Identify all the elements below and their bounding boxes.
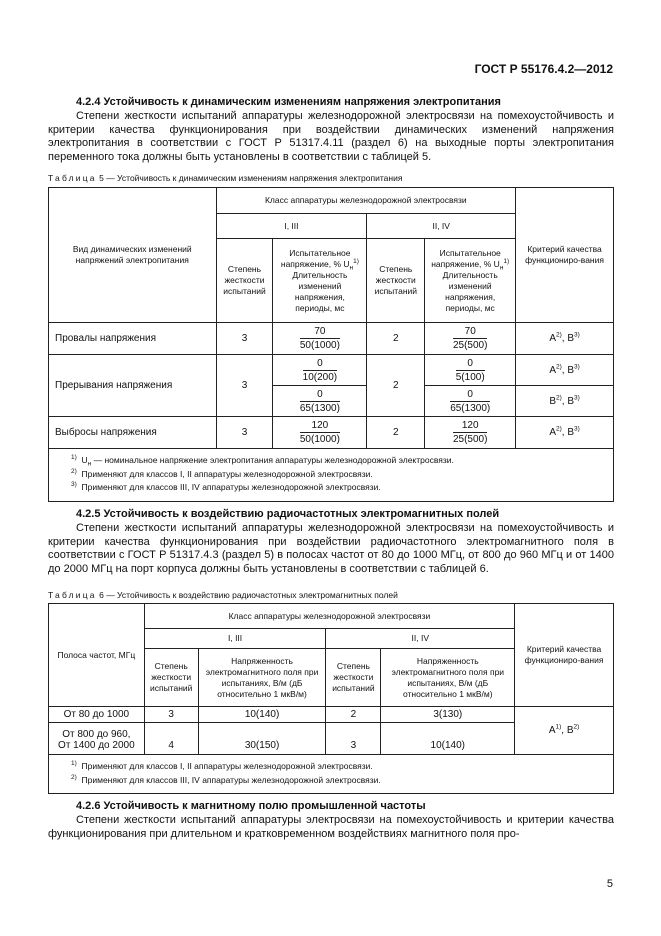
header-severity: Степень жесткости испытаний [326,649,381,707]
footnote: $^{2)}$ Применяют для классов I, II аппаратуры железнодорожной электросвязи. [71,467,373,479]
header-class: Класс аппаратуры железнодорожной электросвязи [144,604,514,629]
footnote: $^{1)}$ Применяют для классов I, II аппаратуры железнодорожной электросвязи. [71,760,373,771]
section-text: Степени жесткости испытаний аппаратуры железнодорожной электросвязи на помехоустойчивость и критерии качества функционирования при воздействии радиочастотного электромагнитного поля в соответствии с ГОСТ Р 51317.4.3 (раздел 5) в полосах частот от 80 до 1000 МГц, от 800 до 960 МГц и от 1400 до 2000 МГц на порт корпуса должны быть установлены в соответствии с таблицей 6. [48,521,614,576]
table-5 [48,187,614,502]
header-class: Класс аппаратуры железнодорожной электросвязи [216,188,516,214]
page-number: 5 [606,878,613,890]
header-criterion: Критерий качества функциониро-вания [515,604,614,707]
table-row: Выбросы напряжения 3 $\frac{120}{50(1000)}$ 2 $\frac{120}{25(500)}$ $A^{2)}$, $B^{3)}$ [49,417,614,449]
section-4-2-4 [48,96,614,165]
header-group-2: II, IV [367,214,516,239]
document-header: ГОСТ Р 55176.4.2—2012 [474,62,613,76]
section-text: Степени жесткости испытаний аппаратуры железнодорожной электросвязи на помехоустойчивость и критерии качества функционирования при воздействии динамических изменений напряжения электропитания в соответствии с ГОСТ Р 51317.4.11 (раздел 6) на выходные порты электропитания переменного тока должны быть установлены в соответствии с таблицей 5. [48,109,614,164]
header-severity: Степень жесткости испытаний [367,239,425,323]
section-4-2-6 [48,800,614,841]
table-row: Прерывания напряжения 3 $\frac{0}{10(200)}$ 2 $\frac{0}{5(100)}$ $A^{2)}$, $B^{3)}$ [49,355,614,386]
header-voltage: Испытательное напряжение, % $U_н^{1)}$ Длительность изменений напряжения, периоды, мс [425,239,516,323]
header-group-1: I, III [216,214,367,239]
footnote: $^{1)}$ $U_н$ — номинальное напряжение электропитания аппаратуры железнодорожной электросвязи. [71,454,454,468]
table-footnotes [49,449,614,502]
header-band: Полоса частот, МГц [49,604,145,707]
table6-caption: Таблица 6 — Устойчивость к воздействию радиочастотных электромагнитных полей [48,590,398,600]
table-row: От 800 до 960, От 1400 до 2000 4 30(150) 3 10(140) [49,723,614,755]
section-text: Степени жесткости испытаний аппаратуры электросвязи на помехоустойчивость и критерии качества функционирования при длительном и кратковременном воздействиях магнитного поля про- [48,813,614,840]
section-title: 4.2.6 Устойчивость к магнитному полю промышленной частоты [76,800,426,812]
table-row: Провалы напряжения 3 $\frac{70}{50(1000)}$ 2 $\frac{70}{25(500)}$ $A^{2)}$, $B^{3)}$ [49,323,614,355]
header-group-1: I, III [144,629,326,649]
header-severity: Степень жесткости испытаний [216,239,273,323]
footnote: $^{3)}$ Применяют для классов III, IV аппаратуры железнодорожной электросвязи. [71,481,381,492]
section-title: 4.2.4 Устойчивость к динамическим изменениям напряжения электропитания [76,96,501,108]
header-voltage: Испытательное напряжение, % $U_н^{1)}$ Длительность изменений напряжения, периоды, мс [273,239,367,323]
table-row: $\frac{0}{65(1300)}$ $\frac{0}{65(1300)}$ $B^{2)}$, $B^{3)}$ [49,386,614,417]
header-criterion: Критерий качества функциониро-вания [516,188,614,323]
header-field: Напряженность электромагнитного поля при испытаниях, В/м (дБ относительно 1 мкВ/м) [381,649,515,707]
section-title: 4.2.5 Устойчивость к воздействию радиочастотных электромагнитных полей [76,508,500,520]
header-severity: Степень жесткости испытаний [144,649,198,707]
header-group-2: II, IV [326,629,515,649]
header-field: Напряженность электромагнитного поля при испытаниях, В/м (дБ относительно 1 мкВ/м) [198,649,326,707]
footnote: $^{2)}$ Применяют для классов III, IV аппаратуры железнодорожной электросвязи. [71,773,381,785]
table-row: От 80 до 1000 3 10(140) 2 3(130) $A^{1)}$, $B^{2)}$ [49,707,614,723]
section-4-2-5 [48,508,614,577]
header-kind: Вид динамических изменений напряжений электропитания [49,188,217,323]
table-footnotes [49,755,614,794]
table5-caption: Таблица 5 — Устойчивость к динамическим изменениям напряжения электропитания [48,173,403,183]
table-6 [48,603,614,794]
